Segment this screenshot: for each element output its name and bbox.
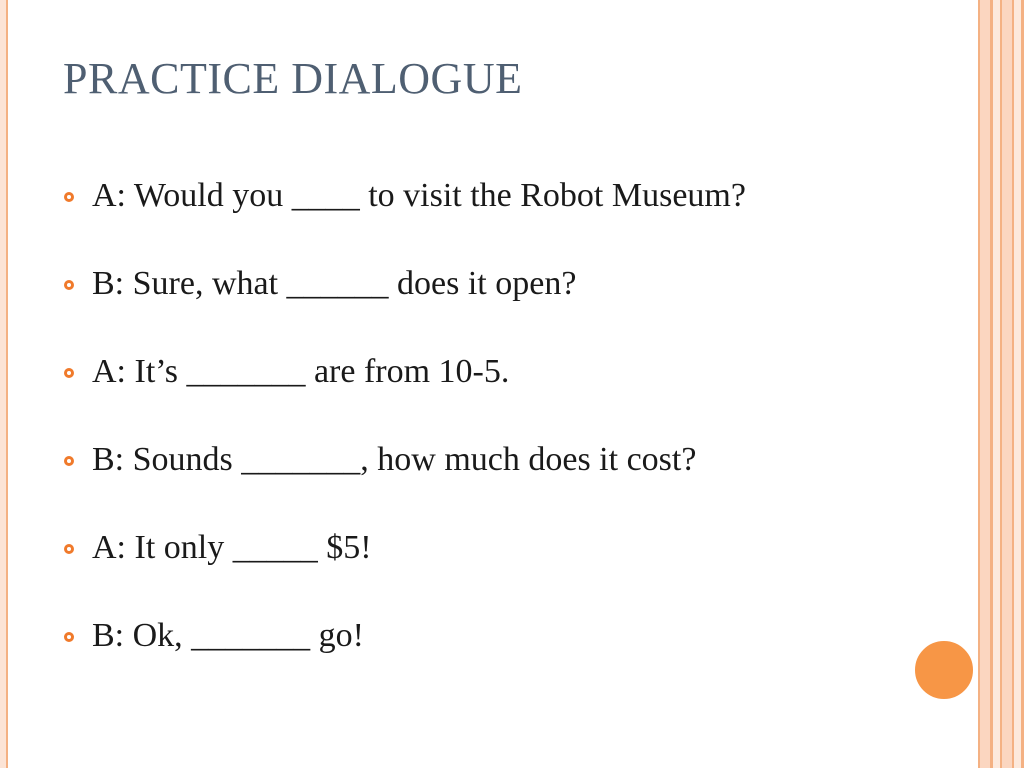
right-stripe-fill — [1002, 0, 1012, 768]
bullet-circle-icon — [64, 544, 74, 554]
bullet-circle-icon — [64, 632, 74, 642]
bullet-item — [60, 354, 860, 390]
bullet-circle-icon — [64, 368, 74, 378]
bullet-text: A: It only _____ $5! — [92, 529, 372, 566]
slide-title: PRACTICE DIALOGUE — [63, 54, 523, 103]
bullet-circle-icon — [64, 456, 74, 466]
bullet-text: B: Sounds _______, how much does it cost? — [92, 441, 697, 478]
bullet-item — [60, 442, 860, 478]
accent-circle-decoration — [913, 639, 975, 701]
bullet-circle-icon — [64, 192, 74, 202]
bullet-item — [60, 178, 860, 214]
right-stripe-fill — [980, 0, 990, 768]
left-border-decoration — [0, 0, 8, 768]
right-stripe-line — [1000, 0, 1002, 768]
right-stripe-line — [1012, 0, 1014, 768]
bullet-item — [60, 618, 860, 654]
right-stripe-line — [978, 0, 980, 768]
bullet-text: B: Ok, _______ go! — [92, 617, 364, 654]
bullet-text: A: Would you ____ to visit the Robot Museum? — [92, 177, 746, 214]
bullet-text: A: It’s _______ are from 10-5. — [92, 353, 510, 390]
right-stripe-line — [990, 0, 993, 768]
dialogue-bullet-list — [60, 178, 860, 706]
bullet-item — [60, 530, 860, 566]
bullet-item — [60, 266, 860, 302]
bullet-circle-icon — [64, 280, 74, 290]
bullet-text: B: Sure, what ______ does it open? — [92, 265, 577, 302]
